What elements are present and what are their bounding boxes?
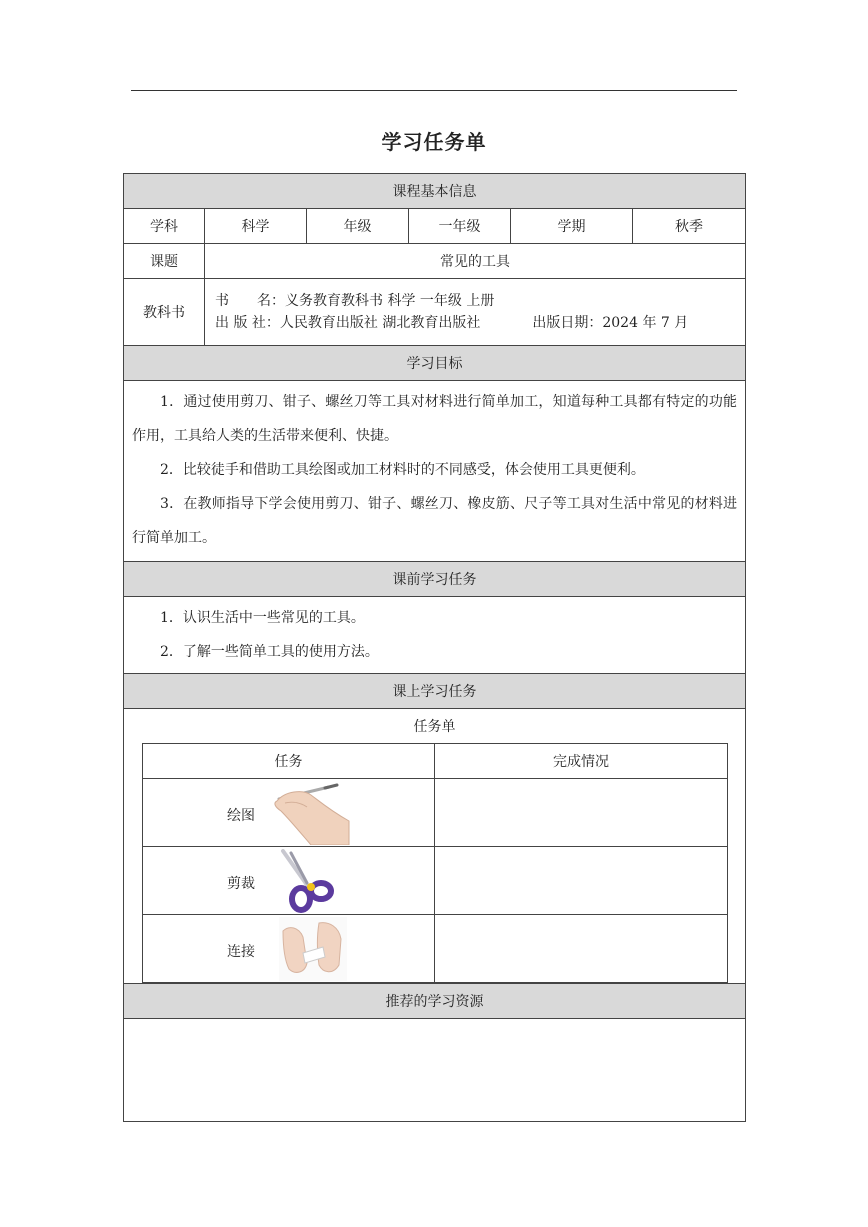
publisher-line <box>215 312 735 334</box>
goals-list <box>124 381 746 562</box>
goal-item: 2．比较徒手和借助工具绘图或加工材料时的不同感受，体会使用工具更便利。 <box>160 462 645 478</box>
task-sheet-table <box>142 743 728 983</box>
document-title: 学习任务单 <box>381 130 487 154</box>
pre-class-item: 1．认识生活中一些常见的工具。 <box>160 610 365 626</box>
term-value: 秋季 <box>633 209 746 244</box>
goal-item: 1．通过使用剪刀、钳子、螺丝刀等工具对材料进行简单加工，知道每种工具都有特定的功能作用，工具给人类的生活带来便利、快捷。 <box>132 394 738 444</box>
status-cell[interactable] <box>435 779 728 847</box>
task-row-joining <box>143 915 435 983</box>
grade-label: 年级 <box>307 209 409 244</box>
section-basic-info: 课程基本信息 <box>124 174 746 209</box>
topic-value: 常见的工具 <box>205 244 746 279</box>
task-label: 绘图 <box>227 808 255 824</box>
book-name-value: 义务教育教科书 科学 一年级 上册 <box>285 293 495 309</box>
status-cell[interactable] <box>435 915 728 983</box>
section-pre-class: 课前学习任务 <box>124 562 746 597</box>
term-label: 学期 <box>511 209 633 244</box>
hand-drawing-icon <box>259 781 351 845</box>
publisher-value: 人民教育出版社 湖北教育出版社 <box>279 315 481 331</box>
col-task-header: 任务 <box>143 744 435 779</box>
status-cell[interactable] <box>435 847 728 915</box>
pub-date-label: 出版日期： <box>532 315 603 331</box>
pre-class-list <box>124 597 746 674</box>
task-label: 剪裁 <box>227 876 255 892</box>
section-in-class: 课上学习任务 <box>124 674 746 709</box>
task-table <box>123 173 746 1122</box>
section-resources: 推荐的学习资源 <box>124 984 746 1019</box>
goal-item: 3．在教师指导下学会使用剪刀、钳子、螺丝刀、橡皮筋、尺子等工具对生活中常见的材料进行简单加工。 <box>132 496 738 546</box>
task-sheet-title: 任务单 <box>413 719 456 735</box>
section-goals: 学习目标 <box>124 346 746 381</box>
publisher-label: 出 版 社： <box>215 315 280 331</box>
subject-label: 学科 <box>124 209 205 244</box>
hands-joining-icon <box>279 917 347 981</box>
task-row-cutting <box>143 847 435 915</box>
pub-date-value: 2024 年 7 月 <box>602 315 689 331</box>
in-class-area <box>124 709 746 984</box>
textbook-label: 教科书 <box>124 279 205 346</box>
header-rule <box>131 90 737 91</box>
col-status-header: 完成情况 <box>435 744 728 779</box>
subject-value: 科学 <box>205 209 307 244</box>
pre-class-item: 2．了解一些简单工具的使用方法。 <box>160 644 379 660</box>
resources-area[interactable] <box>124 1019 746 1122</box>
book-name-label: 书 名： <box>215 293 285 309</box>
task-label: 连接 <box>227 944 255 960</box>
topic-label: 课题 <box>124 244 205 279</box>
task-row-drawing <box>143 779 435 847</box>
scissors-icon <box>277 849 337 913</box>
grade-value: 一年级 <box>409 209 511 244</box>
textbook-info <box>205 279 746 346</box>
book-name-line <box>215 290 735 312</box>
